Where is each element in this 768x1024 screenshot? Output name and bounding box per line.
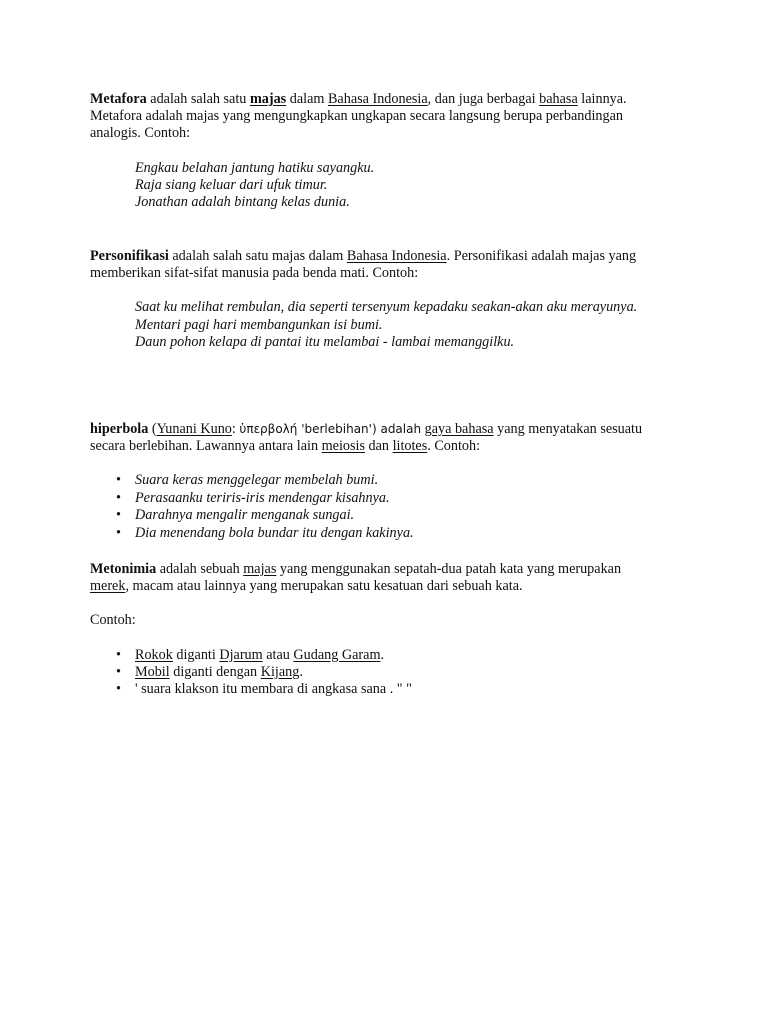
- list-item: • Suara keras menggelegar membelah bumi.: [116, 472, 379, 489]
- link-bahasa-indonesia[interactable]: Bahasa Indonesia: [346, 248, 447, 264]
- link-kijang[interactable]: Kijang: [260, 664, 300, 681]
- list-item: • Mobil diganti dengan Kijang.: [116, 664, 303, 681]
- example-line: Daun pohon kelapa di pantai itu melambai - lambai memanggilku.: [135, 334, 515, 351]
- example-line: Jonathan adalah bintang kelas dunia.: [135, 194, 350, 211]
- link-bahasa[interactable]: bahasa: [539, 91, 578, 107]
- hiperbola-paragraph: hiperbola (Yunani Kuno: ὑπερβολή 'berlebihan') adalah gaya bahasa yang menyatakan sesuatu secara berlebihan. Lawannya antara lain meiosis dan litotes. Contoh:: [90, 421, 643, 455]
- metafora-paragraph: Metafora adalah salah satu majas dalam Bahasa Indonesia, dan juga berbagai bahasa lainnya. Metafora adalah majas yang mengungkapkan ungkapan secara langsung berupa perbandingan analogis. Contoh:: [90, 91, 627, 142]
- list-item: • Dia menendang bola bundar itu dengan kakinya.: [116, 524, 414, 541]
- list-item: • Perasaanku teriris-iris mendengar kisahnya.: [116, 489, 390, 506]
- example-line: Engkau belahan jantung hatiku sayangku.: [135, 159, 375, 176]
- bullet: •: [116, 507, 121, 524]
- section-hiperbola: [90, 421, 690, 542]
- bullet: •: [116, 489, 121, 506]
- metafora-examples: [135, 160, 690, 212]
- personifikasi-examples: [135, 299, 690, 351]
- link-meiosis[interactable]: meiosis: [321, 438, 365, 455]
- link-majas[interactable]: majas: [243, 561, 277, 577]
- link-litotes[interactable]: litotes: [392, 438, 428, 455]
- list-item: • Darahnya mengalir menganak sungai.: [116, 507, 355, 524]
- list-item: • ' suara klakson itu membara di angkasa sana . " ": [116, 681, 412, 698]
- link-mobil[interactable]: Mobil: [135, 664, 170, 681]
- link-gudang-garam[interactable]: Gudang Garam: [293, 646, 381, 663]
- bullet: •: [116, 664, 121, 681]
- section-metafora: [90, 91, 690, 212]
- example-line: Mentari pagi hari membangunkan isi bumi.: [135, 316, 383, 333]
- metonimia-paragraph: Metonimia adalah sebuah majas yang menggunakan sepatah-dua patah kata yang merupakan merek, macam atau lainnya yang merupakan satu kesatuan dari sebuah kata.: [90, 561, 622, 595]
- metonimia-term: Metonimia: [90, 561, 157, 577]
- bullet: •: [116, 646, 121, 663]
- example-line: Saat ku melihat rembulan, dia seperti tersenyum kepadaku seakan-akan aku merayunya.: [135, 299, 638, 316]
- section-personifikasi: [90, 248, 690, 352]
- link-gaya-bahasa[interactable]: gaya bahasa: [424, 421, 494, 437]
- link-majas[interactable]: majas: [249, 91, 287, 107]
- personifikasi-paragraph: Personifikasi adalah salah satu majas dalam Bahasa Indonesia. Personifikasi adalah majas yang memberikan sifat-sifat manusia pada benda mati. Contoh:: [90, 248, 637, 282]
- link-rokok[interactable]: Rokok: [135, 646, 173, 663]
- contoh-label: Contoh:: [90, 612, 136, 629]
- list-item: • Rokok diganti Djarum atau Gudang Garam.: [116, 646, 385, 663]
- bullet: •: [116, 681, 121, 698]
- hiperbola-term: hiperbola: [90, 421, 149, 437]
- section-metonimia: [90, 561, 690, 699]
- personifikasi-term: Personifikasi: [90, 248, 169, 264]
- link-bahasa-indonesia[interactable]: Bahasa Indonesia: [327, 91, 428, 107]
- example-line: Raja siang keluar dari ufuk timur.: [135, 177, 328, 194]
- link-merek[interactable]: merek: [90, 578, 126, 595]
- greek-etymology: ὑπερβολή 'berlebihan') adalah: [239, 422, 422, 436]
- bullet: •: [116, 472, 121, 489]
- metonimia-examples: [90, 647, 690, 699]
- link-yunani-kuno[interactable]: Yunani Kuno: [156, 421, 232, 437]
- hiperbola-examples: [90, 472, 690, 542]
- link-djarum[interactable]: Djarum: [219, 646, 263, 663]
- bullet: •: [116, 524, 121, 541]
- metafora-term: Metafora: [90, 91, 147, 107]
